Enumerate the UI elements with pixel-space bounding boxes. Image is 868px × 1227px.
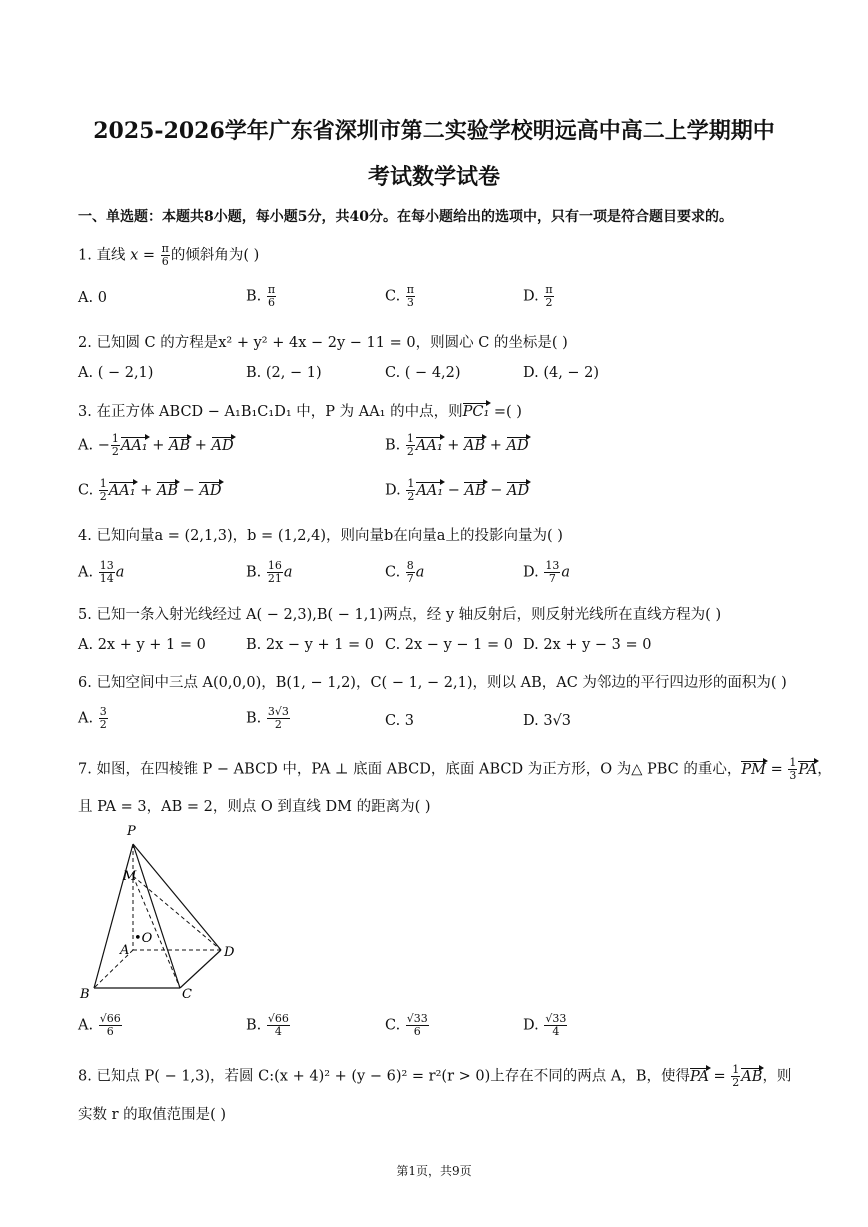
page-footer: 第1页，共9页: [396, 1164, 472, 1178]
q6-option-a: A. $\frac{3}{2}$: [78, 705, 107, 731]
q5-option-d: D. 2x + y − 3 = 0: [523, 637, 652, 653]
edge-pc: [133, 844, 180, 988]
question-5-stem: 5. 已知一条入射光线经过 A( − 2,3),B( − 1,1)两点，经 y 轴反射后，则反射光线所在直线方程为( ): [78, 607, 722, 623]
q7-option-b: B. $\frac{√66}{4}$: [246, 1012, 289, 1038]
question-6-stem: 6. 已知空间中三点 A(0,0,0)，B(1, − 1,2)，C( − 1, − 2,1)，则以 AB，AC 为邻边的平行四边形的面积为( ): [78, 675, 787, 691]
q6-option-d: D. 3√3: [523, 713, 572, 729]
label-b: B: [80, 987, 90, 1002]
q4-option-a: A. $\frac{13}{14}$ a: [78, 559, 125, 585]
q7-option-c: C. $\frac{√33}{6}$: [385, 1012, 428, 1038]
q3-option-c: C. $\frac{1}{2}$ AA₁ + AB − AD: [78, 477, 222, 503]
q2-option-b: B. (2, − 1): [246, 365, 322, 381]
section-heading: 一、单选题：本题共8小题，每小题5分，共40分。在每小题给出的选项中，只有一项是符合题目要求的。: [78, 209, 733, 225]
q4-option-b: B. $\frac{16}{21}$ a: [246, 559, 293, 585]
q3-option-a: A. − $\frac{1}{2}$ AA₁ + AB + AD: [78, 432, 234, 458]
q4-option-c: C. $\frac{8}{7}$ a: [385, 559, 425, 585]
q1-option-b: B. $\frac{\pi}{6}$: [246, 283, 276, 309]
question-3-stem: 3. 在正方体 ABCD − A₁B₁C₁D₁ 中，P 为 AA₁ 的中点，则PC₁ =( ): [78, 404, 522, 420]
q7-option-d: D. $\frac{√33}{4}$: [523, 1012, 567, 1038]
q4-option-d: D. $\frac{13}{7}$ a: [523, 559, 570, 585]
label-c: C: [182, 987, 192, 1002]
q6-option-c: C. 3: [385, 713, 415, 729]
q3-option-b: B. $\frac{1}{2}$ AA₁ + AB + AD: [385, 432, 529, 458]
question-2-stem: 2. 已知圆 C 的方程是x² + y² + 4x − 2y − 11 = 0，则圆心 C 的坐标是( ): [78, 335, 568, 351]
edge-pb: [94, 844, 133, 988]
exam-title-line2: 考试数学试卷: [367, 164, 500, 190]
q3-option-d: D. $\frac{1}{2}$ AA₁ − AB − AD: [385, 477, 530, 503]
label-m: M: [123, 869, 137, 884]
pyramid-figure: [76, 818, 246, 1008]
q5-option-c: C. 2x − y − 1 = 0: [385, 637, 513, 653]
q1-option-a: A. 0: [78, 290, 107, 306]
q5-option-a: A. 2x + y + 1 = 0: [78, 637, 206, 653]
q2-option-c: C. ( − 4,2): [385, 365, 461, 381]
edge-cd: [180, 950, 221, 988]
exam-title-line1: 2025-2026学年广东省深圳市第二实验学校明远高中高二上学期期中: [93, 118, 775, 144]
question-7-stem-line2: 且 PA = 3，AB = 2，则点 O 到直线 DM 的距离为( ): [78, 799, 431, 815]
question-8-stem-line1: 8. 已知点 P( − 1,3)，若圆 C:(x + 4)² + (y − 6)² = r²(r > 0)上存在不同的两点 A，B，使得PA = $\frac{1}{2}$ AB，则: [78, 1063, 792, 1089]
label-d: D: [224, 945, 235, 960]
label-o: •O: [134, 931, 153, 946]
q2-option-a: A. ( − 2,1): [78, 365, 154, 381]
question-4-stem: 4. 已知向量a = (2,1,3)，b = (1,2,4)，则向量b在向量a上的投影向量为( ): [78, 528, 563, 544]
q7-option-a: A. $\frac{√66}{6}$: [78, 1012, 121, 1038]
q6-option-b: B. $\frac{3√3}{2}$: [246, 705, 289, 731]
label-p: P: [127, 824, 136, 839]
label-a: A: [120, 943, 130, 958]
question-8-stem-line2: 实数 r 的取值范围是( ): [78, 1107, 227, 1123]
q1-option-d: D. $\frac{\pi}{2}$: [523, 283, 553, 309]
q5-option-b: B. 2x − y + 1 = 0: [246, 637, 375, 653]
question-1-stem: 1. 直线 x = $\frac{\pi}{6}$ 的倾斜角为( ): [78, 242, 260, 268]
q1-option-c: C. $\frac{\pi}{3}$: [385, 283, 415, 309]
q2-option-d: D. (4, − 2): [523, 365, 600, 381]
question-7-stem-line1: 7. 如图，在四棱锥 P − ABCD 中，PA ⊥ 底面 ABCD，底面 ABCD 为正方形，O 为△ PBC 的重心，PM = $\frac{1}{3}$ PA，: [78, 756, 832, 782]
